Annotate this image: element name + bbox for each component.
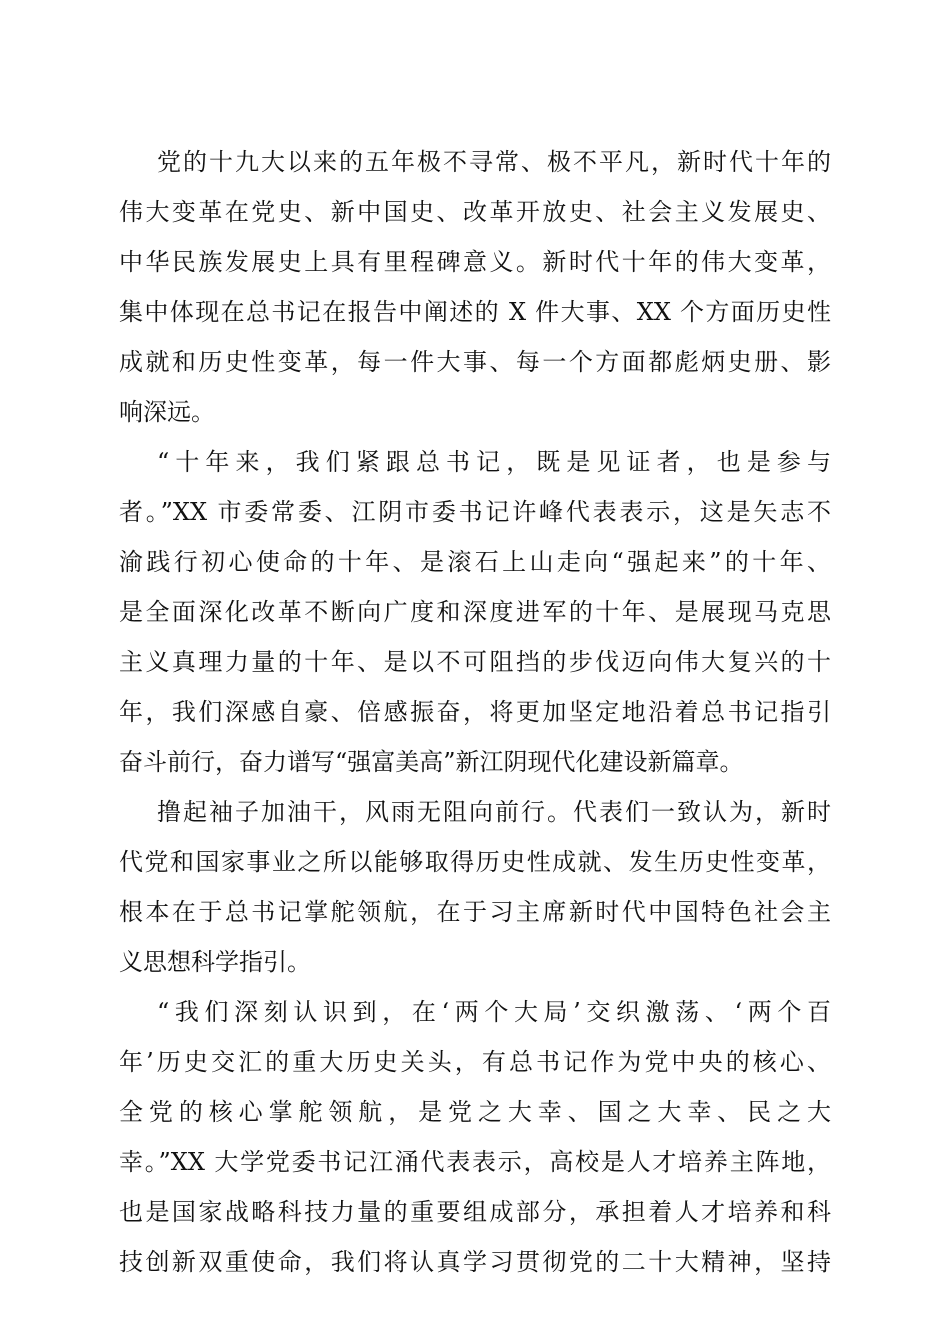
document-body (119, 137, 831, 1287)
paragraph-line: 成就和历史性变革，每一件大事、每一个方面都彪炳史册、影 (119, 348, 831, 376)
paragraph-line: “十年来，我们紧跟总书记，既是见证者，也是参与 (157, 448, 831, 476)
paragraph-line: “我们深刻认识到，在‘两个大局’交织激荡、‘两个百 (157, 998, 831, 1026)
paragraph-line: 义思想科学指引。 (119, 948, 311, 976)
paragraph-line: 主义真理力量的十年、是以不可阻挡的步伐迈向伟大复兴的十 (119, 648, 831, 676)
paragraph-line: 者。”XX 市委常委、江阴市委书记许峰代表表示，这是矢志不 (119, 498, 831, 526)
paragraph-3 (119, 787, 831, 987)
paragraph-line: 党的十九大以来的五年极不寻常、极不平凡，新时代十年的 (157, 148, 831, 176)
paragraph-line: 年’历史交汇的重大历史关头，有总书记作为党中央的核心、 (119, 1048, 831, 1076)
paragraph-1 (119, 137, 831, 437)
paragraph-line: 根本在于总书记掌舵领航，在于习主席新时代中国特色社会主 (119, 898, 831, 926)
paragraph-line: 幸。”XX 大学党委书记江涌代表表示，高校是人才培养主阵地， (119, 1148, 831, 1176)
paragraph-line: 集中体现在总书记在报告中阐述的 X 件大事、XX 个方面历史性 (119, 298, 831, 326)
paragraph-line: 奋斗前行，奋力谱写“强富美高”新江阴现代化建设新篇章。 (119, 748, 744, 776)
paragraph-line: 也是国家战略科技力量的重要组成部分，承担着人才培养和科 (119, 1198, 831, 1226)
paragraph-line: 渝践行初心使命的十年、是滚石上山走向“强起来”的十年、 (119, 548, 831, 576)
paragraph-line: 中华民族发展史上具有里程碑意义。新时代十年的伟大变革， (119, 248, 831, 276)
paragraph-line: 代党和国家事业之所以能够取得历史性成就、发生历史性变革， (119, 848, 831, 876)
paragraph-2 (119, 437, 831, 787)
paragraph-line: 全党的核心掌舵领航，是党之大幸、国之大幸、民之大 (119, 1098, 831, 1126)
paragraph-line: 撸起袖子加油干，风雨无阻向前行。代表们一致认为，新时 (157, 798, 831, 826)
paragraph-line: 年，我们深感自豪、倍感振奋，将更加坚定地沿着总书记指引 (119, 698, 831, 726)
paragraph-line: 技创新双重使命，我们将认真学习贯彻党的二十大精神，坚持 (119, 1248, 831, 1276)
paragraph-4 (119, 987, 831, 1287)
paragraph-line: 响深远。 (119, 398, 215, 426)
paragraph-line: 伟大变革在党史、新中国史、改革开放史、社会主义发展史、 (119, 198, 831, 226)
paragraph-line: 是全面深化改革不断向广度和深度进军的十年、是展现马克思 (119, 598, 831, 626)
